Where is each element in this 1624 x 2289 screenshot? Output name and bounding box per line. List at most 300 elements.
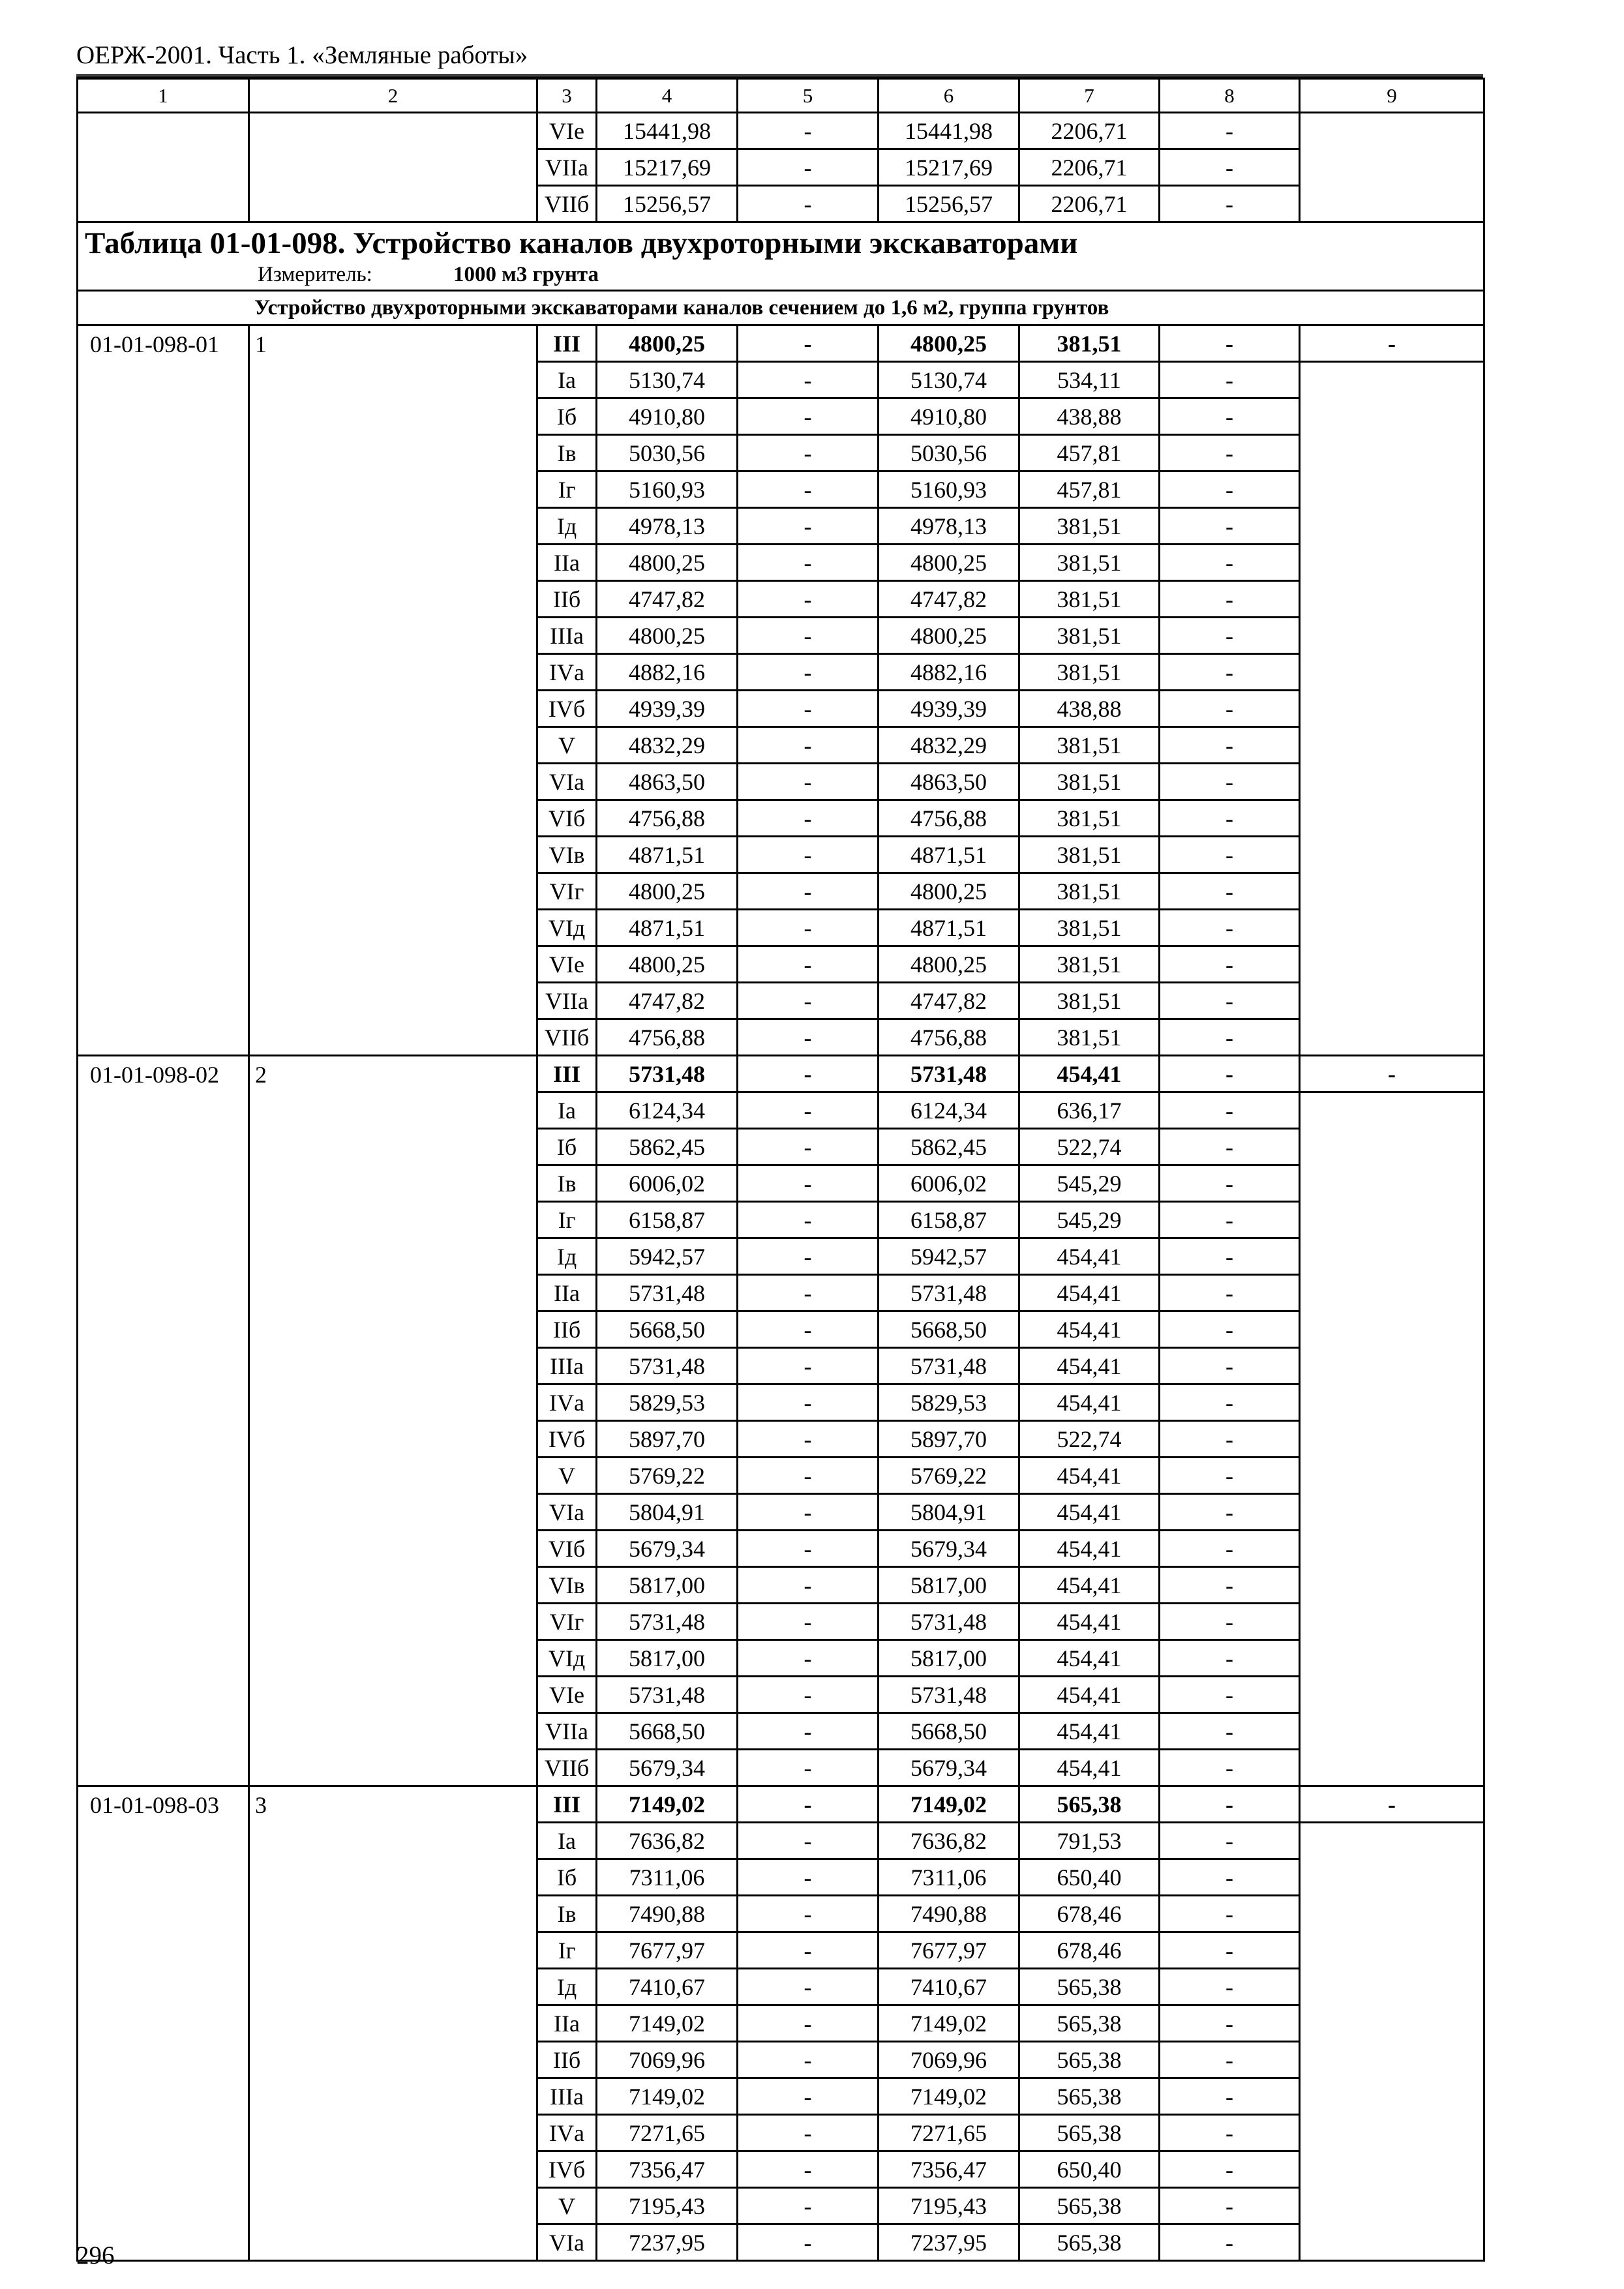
col8-cell: -: [1160, 325, 1300, 362]
soil-group-cell: Iд: [537, 1238, 597, 1275]
col4-cell: 4871,51: [597, 910, 738, 946]
col9-empty-cell: [1300, 1823, 1484, 2261]
col5-cell: -: [738, 1129, 879, 1165]
col7-cell: 454,41: [1019, 1494, 1160, 1531]
soil-group-cell: VIв: [537, 1567, 597, 1604]
col4-cell: 5731,48: [597, 1604, 738, 1640]
col8-cell: -: [1160, 1348, 1300, 1384]
col6-cell: 4756,88: [879, 1019, 1019, 1056]
soil-group-cell: III: [537, 325, 597, 362]
item-number-cell: 1: [249, 325, 537, 1056]
col5-cell: -: [738, 1750, 879, 1786]
col8-cell: -: [1160, 1859, 1300, 1896]
column-number-cell: 9: [1300, 79, 1484, 113]
col6-cell: 5769,22: [879, 1458, 1019, 1494]
col6-cell: 4978,13: [879, 508, 1019, 545]
col5-cell: -: [738, 1786, 879, 1823]
col5-cell: -: [738, 149, 879, 186]
col7-cell: 381,51: [1019, 1019, 1160, 1056]
column-number-cell: 2: [249, 79, 537, 113]
col4-cell: 5897,70: [597, 1421, 738, 1458]
soil-group-cell: VIг: [537, 1604, 597, 1640]
col5-cell: -: [738, 1056, 879, 1092]
col4-cell: 4800,25: [597, 325, 738, 362]
item-code-cell: 01-01-098-01: [78, 325, 249, 1056]
col8-cell: -: [1160, 873, 1300, 910]
col8-cell: -: [1160, 1458, 1300, 1494]
col4-cell: 4747,82: [597, 983, 738, 1019]
col8-cell: -: [1160, 471, 1300, 508]
soil-group-cell: VIIб: [537, 1019, 597, 1056]
col4-cell: 4800,25: [597, 618, 738, 654]
col8-cell: -: [1160, 2042, 1300, 2078]
item-code-cell: 01-01-098-03: [78, 1786, 249, 2261]
table-title-cell: [78, 222, 1484, 291]
col8-cell: -: [1160, 1056, 1300, 1092]
col8-cell: -: [1160, 2188, 1300, 2224]
col5-cell: -: [738, 1238, 879, 1275]
column-number-row: [78, 79, 1484, 113]
col6-cell: 7195,43: [879, 2188, 1019, 2224]
col4-cell: 6124,34: [597, 1092, 738, 1129]
col7-cell: 454,41: [1019, 1640, 1160, 1677]
col4-cell: 4871,51: [597, 837, 738, 873]
carryover-num-cell: [249, 113, 537, 222]
col4-cell: 4756,88: [597, 1019, 738, 1056]
col7-cell: 534,11: [1019, 362, 1160, 398]
col8-cell: -: [1160, 398, 1300, 435]
col4-cell: 5804,91: [597, 1494, 738, 1531]
col6-cell: 5862,45: [879, 1129, 1019, 1165]
col4-cell: 5668,50: [597, 1713, 738, 1750]
soil-group-cell: Iа: [537, 1823, 597, 1859]
soil-group-cell: VIа: [537, 1494, 597, 1531]
col8-cell: -: [1160, 1531, 1300, 1567]
soil-group-cell: Iв: [537, 1165, 597, 1202]
soil-group-cell: Iб: [537, 1129, 597, 1165]
col4-cell: 5817,00: [597, 1640, 738, 1677]
col6-cell: 7149,02: [879, 1786, 1019, 1823]
col7-cell: 454,41: [1019, 1677, 1160, 1713]
col7-cell: 381,51: [1019, 983, 1160, 1019]
soil-group-cell: IIб: [537, 581, 597, 618]
col7-cell: 454,41: [1019, 1531, 1160, 1567]
col4-cell: 5160,93: [597, 471, 738, 508]
col6-cell: 7149,02: [879, 2078, 1019, 2115]
column-number-cell: 8: [1160, 79, 1300, 113]
col6-cell: 7490,88: [879, 1896, 1019, 1932]
col7-cell: 565,38: [1019, 1786, 1160, 1823]
col8-cell: -: [1160, 508, 1300, 545]
col7-cell: 2206,71: [1019, 186, 1160, 222]
col7-cell: 454,41: [1019, 1384, 1160, 1421]
soil-group-cell: Iа: [537, 1092, 597, 1129]
col5-cell: -: [738, 1275, 879, 1311]
col8-cell: -: [1160, 1421, 1300, 1458]
soil-group-cell: Iв: [537, 1896, 597, 1932]
col5-cell: -: [738, 581, 879, 618]
col4-cell: 15256,57: [597, 186, 738, 222]
col6-cell: 5130,74: [879, 362, 1019, 398]
col5-cell: -: [738, 1494, 879, 1531]
col4-cell: 4978,13: [597, 508, 738, 545]
col6-cell: 4800,25: [879, 325, 1019, 362]
col5-cell: -: [738, 983, 879, 1019]
col7-cell: 381,51: [1019, 325, 1160, 362]
col7-cell: 454,41: [1019, 1713, 1160, 1750]
soil-group-cell: Iг: [537, 1932, 597, 1969]
col7-cell: 381,51: [1019, 581, 1160, 618]
soil-group-cell: VIе: [537, 113, 597, 149]
col4-cell: 5679,34: [597, 1531, 738, 1567]
soil-group-cell: VIг: [537, 873, 597, 910]
soil-group-cell: IIIа: [537, 618, 597, 654]
col7-cell: 565,38: [1019, 2115, 1160, 2151]
meter-label: Измеритель:: [258, 263, 372, 286]
col4-cell: 7149,02: [597, 2005, 738, 2042]
col8-cell: -: [1160, 2005, 1300, 2042]
col5-cell: -: [738, 800, 879, 837]
col8-cell: -: [1160, 1494, 1300, 1531]
col7-cell: 381,51: [1019, 545, 1160, 581]
soil-group-cell: III: [537, 1786, 597, 1823]
col4-cell: 5030,56: [597, 435, 738, 471]
col5-cell: -: [738, 545, 879, 581]
soil-group-cell: IVа: [537, 1384, 597, 1421]
col4-cell: 5679,34: [597, 1750, 738, 1786]
col5-cell: -: [738, 2224, 879, 2261]
soil-group-cell: VIб: [537, 1531, 597, 1567]
col4-cell: 4832,29: [597, 727, 738, 764]
col5-cell: -: [738, 2115, 879, 2151]
col5-cell: -: [738, 1677, 879, 1713]
col6-cell: 6158,87: [879, 1202, 1019, 1238]
col5-cell: -: [738, 1311, 879, 1348]
col4-cell: 15441,98: [597, 113, 738, 149]
col5-cell: -: [738, 1421, 879, 1458]
col5-cell: -: [738, 618, 879, 654]
col6-cell: 5731,48: [879, 1056, 1019, 1092]
col6-cell: 5731,48: [879, 1275, 1019, 1311]
soil-group-cell: IIIа: [537, 1348, 597, 1384]
col5-cell: -: [738, 1604, 879, 1640]
col8-cell: -: [1160, 1640, 1300, 1677]
col6-cell: 5668,50: [879, 1311, 1019, 1348]
soil-group-cell: VIIб: [537, 186, 597, 222]
item-code-cell: 01-01-098-02: [78, 1056, 249, 1786]
soil-group-cell: IVа: [537, 654, 597, 691]
col4-cell: 6006,02: [597, 1165, 738, 1202]
col6-cell: 4871,51: [879, 910, 1019, 946]
col7-cell: 457,81: [1019, 435, 1160, 471]
soil-group-cell: IIб: [537, 1311, 597, 1348]
col7-cell: 381,51: [1019, 764, 1160, 800]
item-number-cell: 2: [249, 1056, 537, 1786]
col8-cell: -: [1160, 1896, 1300, 1932]
col8-cell: -: [1160, 1567, 1300, 1604]
col5-cell: -: [738, 2042, 879, 2078]
col5-cell: -: [738, 2078, 879, 2115]
col5-cell: -: [738, 691, 879, 727]
col8-cell: -: [1160, 1786, 1300, 1823]
col4-cell: 5731,48: [597, 1056, 738, 1092]
soil-group-cell: V: [537, 1458, 597, 1494]
col5-cell: -: [738, 1932, 879, 1969]
col9-empty-cell: [1300, 362, 1484, 1056]
col7-cell: 791,53: [1019, 1823, 1160, 1859]
col7-cell: 522,74: [1019, 1421, 1160, 1458]
col8-cell: -: [1160, 1019, 1300, 1056]
col4-cell: 4800,25: [597, 545, 738, 581]
col6-cell: 4756,88: [879, 800, 1019, 837]
column-number-cell: 6: [879, 79, 1019, 113]
col5-cell: -: [738, 1458, 879, 1494]
col7-cell: 454,41: [1019, 1238, 1160, 1275]
col4-cell: 7677,97: [597, 1932, 738, 1969]
rates-table-body: [78, 79, 1484, 2261]
col6-cell: 15441,98: [879, 113, 1019, 149]
col5-cell: -: [738, 1202, 879, 1238]
col6-cell: 4939,39: [879, 691, 1019, 727]
col9-cell: -: [1300, 325, 1484, 362]
col5-cell: -: [738, 325, 879, 362]
col4-cell: 5769,22: [597, 1458, 738, 1494]
soil-group-cell: V: [537, 727, 597, 764]
col6-cell: 7636,82: [879, 1823, 1019, 1859]
col9-cell: -: [1300, 1786, 1484, 1823]
soil-group-cell: IVа: [537, 2115, 597, 2151]
meter-line: [85, 264, 1477, 286]
col6-cell: 4882,16: [879, 654, 1019, 691]
col4-cell: 7195,43: [597, 2188, 738, 2224]
col4-cell: 7636,82: [597, 1823, 738, 1859]
col5-cell: -: [738, 1567, 879, 1604]
col5-cell: -: [738, 1531, 879, 1567]
col7-cell: 454,41: [1019, 1750, 1160, 1786]
col4-cell: 7490,88: [597, 1896, 738, 1932]
table-row: [78, 325, 1484, 362]
soil-group-cell: Iб: [537, 398, 597, 435]
col8-cell: -: [1160, 1677, 1300, 1713]
soil-group-cell: VIе: [537, 946, 597, 983]
table-title: Таблица 01-01-098. Устройство каналов двухроторными экскаваторами: [85, 226, 1078, 260]
col4-cell: 7356,47: [597, 2151, 738, 2188]
col8-cell: -: [1160, 186, 1300, 222]
soil-group-cell: VIе: [537, 1677, 597, 1713]
col5-cell: -: [738, 1823, 879, 1859]
col6-cell: 4863,50: [879, 764, 1019, 800]
col7-cell: 454,41: [1019, 1056, 1160, 1092]
col5-cell: -: [738, 1384, 879, 1421]
soil-group-cell: Iа: [537, 362, 597, 398]
col8-cell: -: [1160, 1202, 1300, 1238]
col4-cell: 5668,50: [597, 1311, 738, 1348]
col5-cell: -: [738, 1092, 879, 1129]
soil-group-cell: IVб: [537, 2151, 597, 2188]
soil-group-cell: IIа: [537, 2005, 597, 2042]
col6-cell: 7271,65: [879, 2115, 1019, 2151]
col7-cell: 454,41: [1019, 1604, 1160, 1640]
col4-cell: 7149,02: [597, 2078, 738, 2115]
col7-cell: 438,88: [1019, 691, 1160, 727]
col5-cell: -: [738, 1019, 879, 1056]
col6-cell: 4800,25: [879, 545, 1019, 581]
col7-cell: 565,38: [1019, 2005, 1160, 2042]
col5-cell: -: [738, 2151, 879, 2188]
col6-cell: 5817,00: [879, 1640, 1019, 1677]
col6-cell: 7237,95: [879, 2224, 1019, 2261]
col6-cell: 5817,00: [879, 1567, 1019, 1604]
col7-cell: 545,29: [1019, 1202, 1160, 1238]
col7-cell: 650,40: [1019, 2151, 1160, 2188]
col8-cell: -: [1160, 1275, 1300, 1311]
col6-cell: 5804,91: [879, 1494, 1019, 1531]
col5-cell: -: [738, 113, 879, 149]
col6-cell: 4747,82: [879, 983, 1019, 1019]
col7-cell: 565,38: [1019, 2078, 1160, 2115]
col4-cell: 4863,50: [597, 764, 738, 800]
col6-cell: 4910,80: [879, 398, 1019, 435]
table-row: [78, 1786, 1484, 1823]
col8-cell: -: [1160, 2151, 1300, 2188]
col6-cell: 6006,02: [879, 1165, 1019, 1202]
col8-cell: -: [1160, 1238, 1300, 1275]
col7-cell: 381,51: [1019, 508, 1160, 545]
col7-cell: 545,29: [1019, 1165, 1160, 1202]
carryover-row: [78, 113, 1484, 149]
col5-cell: -: [738, 727, 879, 764]
col4-cell: 5731,48: [597, 1275, 738, 1311]
soil-group-cell: V: [537, 2188, 597, 2224]
col5-cell: -: [738, 1165, 879, 1202]
col8-cell: -: [1160, 2078, 1300, 2115]
carryover-total-cell: [1300, 113, 1484, 222]
col5-cell: -: [738, 1859, 879, 1896]
soil-group-cell: IVб: [537, 1421, 597, 1458]
col5-cell: -: [738, 471, 879, 508]
col4-cell: 5942,57: [597, 1238, 738, 1275]
col4-cell: 6158,87: [597, 1202, 738, 1238]
column-number-cell: 4: [597, 79, 738, 113]
col6-cell: 7149,02: [879, 2005, 1019, 2042]
col4-cell: 15217,69: [597, 149, 738, 186]
table-title-row: [78, 222, 1484, 291]
soil-group-cell: IIб: [537, 2042, 597, 2078]
col5-cell: -: [738, 764, 879, 800]
col6-cell: 5668,50: [879, 1713, 1019, 1750]
soil-group-cell: III: [537, 1056, 597, 1092]
carryover-code-cell: [78, 113, 249, 222]
col8-cell: -: [1160, 1165, 1300, 1202]
soil-group-cell: VIIа: [537, 1713, 597, 1750]
section-title-row: [78, 291, 1484, 325]
soil-group-cell: VIа: [537, 2224, 597, 2261]
col4-cell: 7271,65: [597, 2115, 738, 2151]
col8-cell: -: [1160, 1969, 1300, 2005]
col4-cell: 4882,16: [597, 654, 738, 691]
col8-cell: -: [1160, 2115, 1300, 2151]
col5-cell: -: [738, 2005, 879, 2042]
col7-cell: 381,51: [1019, 873, 1160, 910]
soil-group-cell: VIд: [537, 910, 597, 946]
col7-cell: 438,88: [1019, 398, 1160, 435]
col6-cell: 4800,25: [879, 946, 1019, 983]
col8-cell: -: [1160, 1750, 1300, 1786]
col4-cell: 5731,48: [597, 1348, 738, 1384]
col6-cell: 7069,96: [879, 2042, 1019, 2078]
col7-cell: 454,41: [1019, 1311, 1160, 1348]
col4-cell: 7410,67: [597, 1969, 738, 2005]
soil-group-cell: IIIа: [537, 2078, 597, 2115]
col7-cell: 381,51: [1019, 727, 1160, 764]
col7-cell: 565,38: [1019, 1969, 1160, 2005]
col5-cell: -: [738, 1896, 879, 1932]
col5-cell: -: [738, 946, 879, 983]
item-number-cell: 3: [249, 1786, 537, 2261]
soil-group-cell: Iд: [537, 508, 597, 545]
col5-cell: -: [738, 398, 879, 435]
col8-cell: -: [1160, 837, 1300, 873]
soil-group-cell: VIIа: [537, 983, 597, 1019]
col7-cell: 678,46: [1019, 1896, 1160, 1932]
col6-cell: 6124,34: [879, 1092, 1019, 1129]
col5-cell: -: [738, 1348, 879, 1384]
column-number-cell: 1: [78, 79, 249, 113]
col8-cell: -: [1160, 1932, 1300, 1969]
col7-cell: 650,40: [1019, 1859, 1160, 1896]
col6-cell: 7356,47: [879, 2151, 1019, 2188]
col6-cell: 7311,06: [879, 1859, 1019, 1896]
col4-cell: 7069,96: [597, 2042, 738, 2078]
col5-cell: -: [738, 1969, 879, 2005]
soil-group-cell: Iг: [537, 1202, 597, 1238]
col7-cell: 565,38: [1019, 2042, 1160, 2078]
col7-cell: 381,51: [1019, 910, 1160, 946]
col6-cell: 15256,57: [879, 186, 1019, 222]
col8-cell: -: [1160, 946, 1300, 983]
col5-cell: -: [738, 1640, 879, 1677]
column-number-cell: 5: [738, 79, 879, 113]
col8-cell: -: [1160, 1713, 1300, 1750]
soil-group-cell: IVб: [537, 691, 597, 727]
col6-cell: 7410,67: [879, 1969, 1019, 2005]
col5-cell: -: [738, 1713, 879, 1750]
col6-cell: 15217,69: [879, 149, 1019, 186]
col5-cell: -: [738, 873, 879, 910]
col4-cell: 5817,00: [597, 1567, 738, 1604]
col9-empty-cell: [1300, 1092, 1484, 1786]
col4-cell: 4939,39: [597, 691, 738, 727]
col8-cell: -: [1160, 983, 1300, 1019]
soil-group-cell: VIIа: [537, 149, 597, 186]
col8-cell: -: [1160, 435, 1300, 471]
page-header: ОЕРЖ-2001. Часть 1. «Земляные работы»: [76, 41, 528, 69]
col5-cell: -: [738, 2188, 879, 2224]
col6-cell: 4747,82: [879, 581, 1019, 618]
col5-cell: -: [738, 508, 879, 545]
col7-cell: 381,51: [1019, 654, 1160, 691]
col8-cell: -: [1160, 654, 1300, 691]
column-number-cell: 3: [537, 79, 597, 113]
soil-group-cell: Iг: [537, 471, 597, 508]
page-number: 296: [76, 2241, 115, 2269]
col4-cell: 7237,95: [597, 2224, 738, 2261]
col8-cell: -: [1160, 764, 1300, 800]
col4-cell: 4747,82: [597, 581, 738, 618]
soil-group-cell: VIIб: [537, 1750, 597, 1786]
soil-group-cell: VIа: [537, 764, 597, 800]
col7-cell: 381,51: [1019, 800, 1160, 837]
